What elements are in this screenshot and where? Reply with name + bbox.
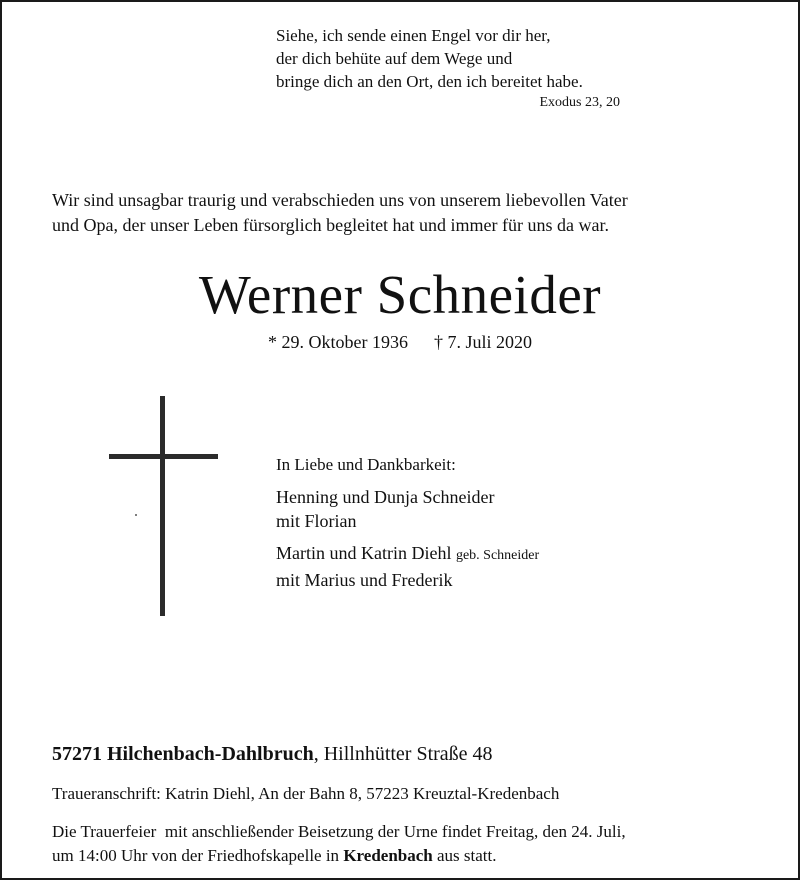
family-entry: [276, 485, 756, 533]
family-names: Martin und Katrin Diehl geb. Schneider: [276, 543, 540, 563]
speck: [135, 514, 137, 516]
family-children: mit Florian: [276, 511, 357, 531]
residence-street: , Hillnhütter Straße 48: [313, 743, 493, 765]
service-place: Kredenbach: [343, 846, 433, 865]
cross-icon: [160, 396, 165, 616]
service-line: um 14:00 Uhr von der Friedhofskapelle in Kredenbach aus statt.: [52, 846, 497, 865]
residence-address: [52, 740, 772, 768]
intro-line: Wir sind unsagbar traurig und verabschieden uns von unserem liebevollen Vater: [52, 190, 628, 210]
death-date: † 7. Juli 2020: [433, 332, 532, 352]
service-line: Die Trauerfeier mit anschließender Beisetzung der Urne findet Freitag, den 24. Juli,: [52, 822, 626, 841]
birth-date: * 29. Oktober 1936: [268, 332, 408, 352]
family-names: Henning und Dunja Schneider: [276, 487, 495, 507]
maiden-name: geb. Schneider: [455, 548, 540, 563]
deceased-name: Werner Schneider: [198, 264, 602, 325]
cross-icon-bar: [109, 454, 218, 459]
verse-line: der dich behüte auf dem Wege und: [276, 49, 513, 68]
postal-address: Traueranschrift: Katrin Diehl, An der Bahn 8, 57223 Kreuztal-Kredenbach: [52, 784, 560, 803]
family-children: mit Marius und Frederik: [276, 570, 453, 590]
mourners-lead: In Liebe und Dankbarkeit:: [276, 455, 456, 474]
verse-line: Siehe, ich sende einen Engel vor dir her,: [276, 26, 551, 45]
residence-city: 57271 Hilchenbach-Dahlbruch: [52, 743, 314, 765]
life-dates: [2, 330, 798, 354]
family-entry: [276, 541, 756, 592]
mourners-block: [276, 453, 756, 600]
verse-line: bringe dich an den Ort, den ich bereitet habe.: [276, 72, 583, 91]
service-info: [52, 820, 772, 868]
intro-line: und Opa, der unser Leben fürsorglich begleitet hat und immer für uns da war.: [52, 215, 610, 235]
intro-text: [52, 188, 762, 238]
bible-verse: [276, 24, 636, 113]
verse-reference: Exodus 23, 20: [539, 95, 620, 110]
